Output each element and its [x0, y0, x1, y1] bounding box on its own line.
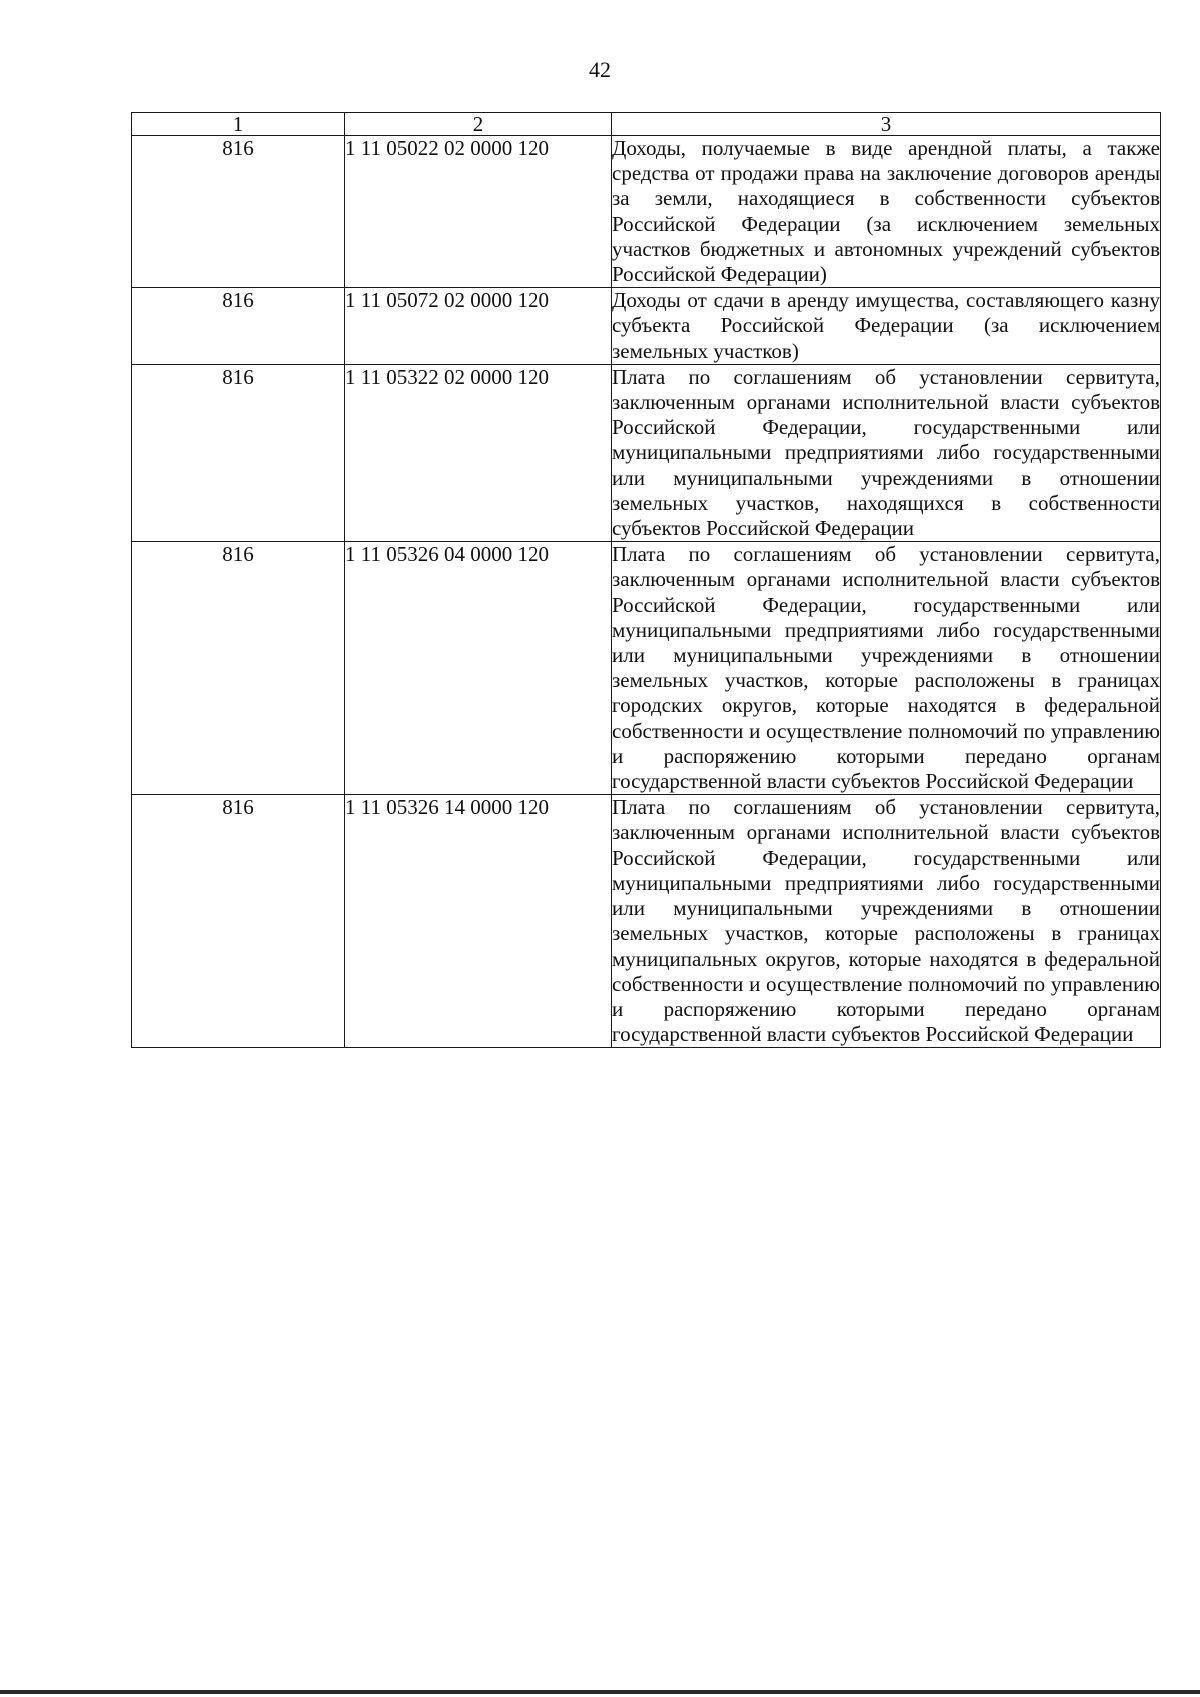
admin-code-cell: 816 — [132, 795, 345, 1048]
budget-code-cell: 1 11 05322 02 0000 120 — [345, 364, 612, 541]
page-number: 42 — [589, 57, 611, 82]
admin-code-cell: 816 — [132, 288, 345, 365]
income-name-cell: Плата по соглашениям об установлении сервитута, заключенным органами исполнительной власти субъектов Российской Федерации, государственными или муниципальными предприятиями либо государственными или муниципальными учреждениями в отношении земельных участков, которые расположены в границах городских округов, которые находятся в федеральной собственности и осуществление полномочий по управлению и распоряжению которыми передано органам государственной власти субъектов Российской Федерации — [612, 542, 1160, 794]
column-header-3: 3 — [612, 113, 1161, 136]
admin-code-cell: 816 — [132, 542, 345, 795]
table-row — [132, 288, 1161, 365]
income-name-cell: Доходы от сдачи в аренду имущества, составляющего казну субъекта Российской Федерации (за исключением земельных участков) — [612, 288, 1160, 363]
column-header-2: 2 — [345, 113, 612, 136]
admin-code-cell: 816 — [132, 136, 345, 288]
table-row — [132, 364, 1161, 541]
admin-code-cell: 816 — [132, 364, 345, 541]
scan-edge-line — [0, 1690, 1200, 1694]
table-header-row — [132, 113, 1161, 136]
income-name-cell: Плата по соглашениям об установлении сервитута, заключенным органами исполнительной власти субъектов Российской Федерации, государственными или муниципальными предприятиями либо государственными или муниципальными учреждениями в отношении земельных участков, которые расположены в границах муниципальных округов, которые находятся в федеральной собственности и осуществление полномочий по управлению и распоряжению которыми передано органам государственной власти субъектов Российской Федерации — [612, 795, 1160, 1047]
income-name-cell: Плата по соглашениям об установлении сервитута, заключенным органами исполнительной власти субъектов Российской Федерации, государственными или муниципальными предприятиями либо государственными или муниципальными учреждениями в отношении земельных участков, находящихся в собственности субъектов Российской Федерации — [612, 364, 1160, 541]
budget-code-cell: 1 11 05326 14 0000 120 — [345, 795, 612, 1048]
table-row — [132, 136, 1161, 288]
budget-code-cell: 1 11 05326 04 0000 120 — [345, 542, 612, 795]
table-row — [132, 795, 1161, 1048]
budget-classification-table — [131, 112, 1161, 1048]
table-row — [132, 542, 1161, 795]
budget-code-cell: 1 11 05022 02 0000 120 — [345, 136, 612, 288]
income-name-cell: Доходы, получаемые в виде арендной платы, а также средства от продажи права на заключение договоров аренды за земли, находящиеся в собственности субъектов Российской Федерации (за исключением земельных участков бюджетных и автономных учреждений субъектов Российской Федерации) — [612, 136, 1160, 287]
column-header-1: 1 — [132, 113, 345, 136]
budget-code-cell: 1 11 05072 02 0000 120 — [345, 288, 612, 365]
